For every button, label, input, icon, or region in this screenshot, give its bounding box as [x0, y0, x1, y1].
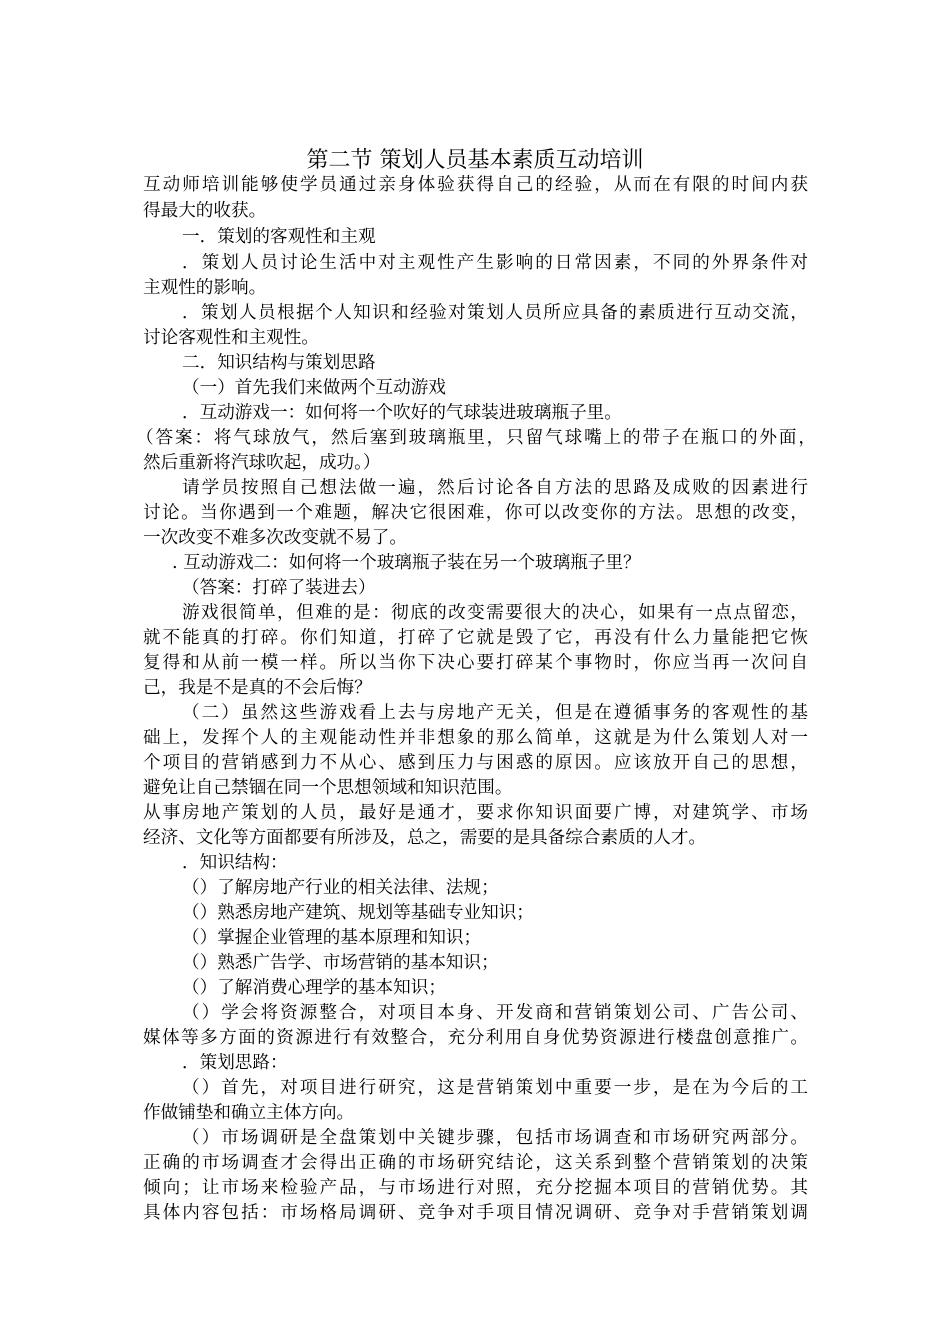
text-line: 主观性的影响。 [143, 278, 267, 298]
text-line: 讨论。当你遇到一个难题，解决它很困难，你可以改变你的方法。思想的改变， [143, 503, 808, 523]
text-line: 避免让自己禁锢在同一个思想领域和知识范围。 [143, 778, 513, 798]
text-line: 一．策划的客观性和主观 [182, 227, 376, 247]
text-line: 请学员按照自己想法做一遍，然后讨论各自方法的思路及成败的因素进行 [182, 478, 808, 498]
text-line: （答案：打碎了装进去） [182, 578, 376, 598]
text-line: 正确的市场调查才会得出正确的市场研究结论，这关系到整个营销策划的决策 [143, 1153, 808, 1173]
list-item: （）学会将资源整合，对项目本身、开发商和营销策划公司、广告公司、 [182, 1003, 808, 1023]
text-line: ．策划人员讨论生活中对主观性产生影响的日常因素，不同的外界条件对 [182, 253, 808, 273]
text-line: ．策划人员根据个人知识和经验对策划人员所应具备的素质进行互动交流， [182, 303, 808, 323]
text-line: 得最大的收获。 [143, 201, 267, 221]
list-item: （）熟悉广告学、市场营销的基本知识； [182, 953, 499, 973]
text-line: 倾向；让市场来检验产品，与市场进行对照，充分挖掘本项目的营销优势。其 [143, 1178, 808, 1198]
text-line: ．知识结构： [182, 853, 288, 873]
list-item: （）了解房地产行业的相关法律、法规； [182, 878, 499, 898]
list-item: （）了解消费心理学的基本知识； [182, 978, 446, 998]
text-line: 就不能真的打碎。你们知道，打碎了它就是毁了它，再没有什么力量能把它恢 [143, 628, 808, 648]
list-item: （）掌握企业管理的基本原理和知识； [182, 928, 482, 948]
text-line: （答案：将气球放气，然后塞到玻璃瓶里，只留气球嘴上的带子在瓶口的外面， [136, 428, 816, 448]
text-line: 础上，发挥个人的主观能动性并非想象的那么简单，这就是为什么策划人对一 [143, 728, 808, 748]
text-line: . 互动游戏二：如何将一个玻璃瓶子装在另一个玻璃瓶子里？ [172, 553, 641, 573]
text-line: 二．知识结构与策划思路 [182, 353, 376, 373]
text-line: ．策划思路： [182, 1053, 288, 1073]
text-line: （二）虽然这些游戏看上去与房地产无关，但是在遵循事务的客观性的基 [182, 703, 808, 723]
list-item: （）首先，对项目进行研究，这是营销策划中重要一步，是在为今后的工 [182, 1078, 808, 1098]
text-line: 个项目的营销感到力不从心、感到压力与困惑的原因。应该放开自己的思想， [143, 753, 808, 773]
text-line: ．互动游戏一：如何将一个吹好的气球装进玻璃瓶子里。 [182, 403, 622, 423]
text-line: 媒体等多方面的资源进行有效整合，充分利用自身优势资源进行楼盘创意推广。 [143, 1028, 808, 1048]
text-line: 互动师培训能够使学员通过亲身体验获得自己的经验，从而在有限的时间内获 [143, 175, 808, 195]
list-item: （）熟悉房地产建筑、规划等基础专业知识； [182, 903, 534, 923]
text-line: 游戏很简单，但难的是：彻底的改变需要很大的决心，如果有一点点留恋， [182, 603, 808, 623]
text-line: 一次改变不难多次改变就不易了。 [143, 528, 407, 548]
text-line: （一）首先我们来做两个互动游戏 [182, 378, 446, 398]
text-line: 经济、文化等方面都要有所涉及，总之，需要的是具备综合素质的人才。 [143, 828, 707, 848]
section-title: 第二节 策划人员基本素质互动培训 [306, 148, 644, 173]
text-line: 然后重新将汽球吹起，成功。） [143, 453, 381, 473]
text-line: 复得和从前一模一样。所以当你下决心要打碎某个事物时，你应当再一次问自 [143, 653, 808, 673]
list-item: （）市场调研是全盘策划中关键步骤，包括市场调查和市场研究两部分。 [182, 1128, 808, 1148]
text-line: 己，我是不是真的不会后悔？ [143, 678, 372, 698]
text-line: 讨论客观性和主观性。 [143, 328, 319, 348]
text-line: 作做铺垫和确立主体方向。 [143, 1103, 355, 1123]
text-line: 从事房地产策划的人员，最好是通才，要求你知识面要广博，对建筑学、市场 [143, 803, 808, 823]
text-line: 具体内容包括：市场格局调研、竞争对手项目情况调研、竞争对手营销策划调 [143, 1203, 808, 1223]
